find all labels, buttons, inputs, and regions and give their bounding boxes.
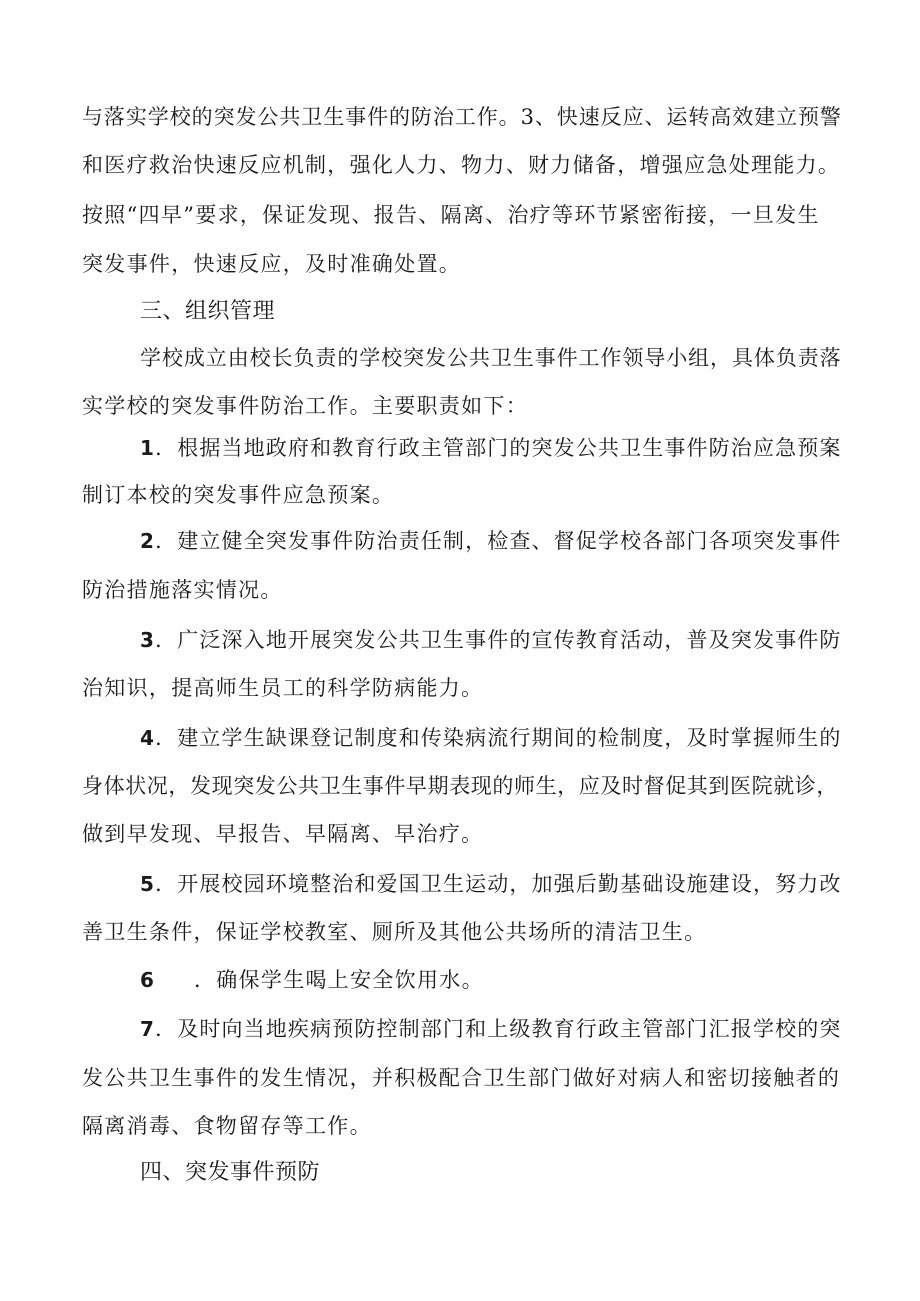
paragraph-line: 和医疗救治快速反应机制，强化人力、物力、财力储备，增强应急处理能力。	[82, 153, 841, 177]
item-number: 4	[140, 726, 156, 750]
item-number: 1	[140, 436, 156, 460]
list-item-line: 身体状况，发现突发公共卫生事件早期表现的师生，应及时督促其到医院就诊，	[82, 774, 838, 798]
item-number: 3	[140, 628, 156, 652]
item-number: 5	[140, 872, 156, 896]
list-item-line: 6 ．确保学生喝上安全饮用水。	[140, 965, 484, 995]
section-heading: 三、组织管理	[140, 299, 276, 324]
list-item-line: 善卫生条件，保证学校教室、厕所及其他公共场所的清洁卫生。	[82, 920, 707, 944]
list-item-line: 发公共卫生事件的发生情况，并积极配合卫生部门做好对病人和密切接触者的	[82, 1066, 841, 1090]
list-item-line: 隔离消毒、食物留存等工作。	[82, 1114, 372, 1138]
list-item-line: 3．广泛深入地开展突发公共卫生事件的宣传教育活动，普及突发事件防	[140, 628, 842, 652]
item-number: 2	[140, 529, 156, 553]
list-item-line: 制订本校的突发事件应急预案。	[82, 483, 395, 507]
paragraph-line: 按照“四早”要求，保证发现、报告、隔离、治疗等环节紧密衔接，一旦发生	[82, 203, 820, 227]
paragraph-line: 实学校的突发事件防治工作。主要职责如下：	[82, 394, 528, 418]
paragraph-line: 学校成立由校长负责的学校突发公共卫生事件工作领导小组，具体负责落	[140, 346, 842, 370]
list-item-line: 治知识，提高师生员工的科学防病能力。	[82, 676, 484, 700]
list-item-line: 4．建立学生缺课登记制度和传染病流行期间的检制度，及时掌握师生的	[140, 726, 842, 750]
list-item-line: 5．开展校园环境整治和爱国卫生运动，加强后勤基础设施建设，努力改	[140, 872, 842, 896]
list-item-line: 1．根据当地政府和教育行政主管部门的突发公共卫生事件防治应急预案	[140, 436, 842, 460]
paragraph-line: 与落实学校的突发公共卫生事件的防治工作。3、快速反应、运转高效建立预警	[82, 105, 842, 129]
list-item-line: 2．建立健全突发事件防治责任制，检查、督促学校各部门各项突发事件	[140, 529, 842, 553]
list-item-line: 做到早发现、早报告、早隔离、早治疗。	[82, 822, 484, 846]
item-number: 7	[140, 1017, 156, 1041]
list-item-line: 7．及时向当地疾病预防控制部门和上级教育行政主管部门汇报学校的突	[140, 1017, 842, 1041]
item-number: 6	[140, 968, 156, 992]
section-heading: 四、突发事件预防	[140, 1160, 321, 1185]
paragraph-line: 突发事件，快速反应，及时准确处置。	[82, 252, 462, 276]
list-item-line: 防治措施落实情况。	[82, 578, 283, 602]
